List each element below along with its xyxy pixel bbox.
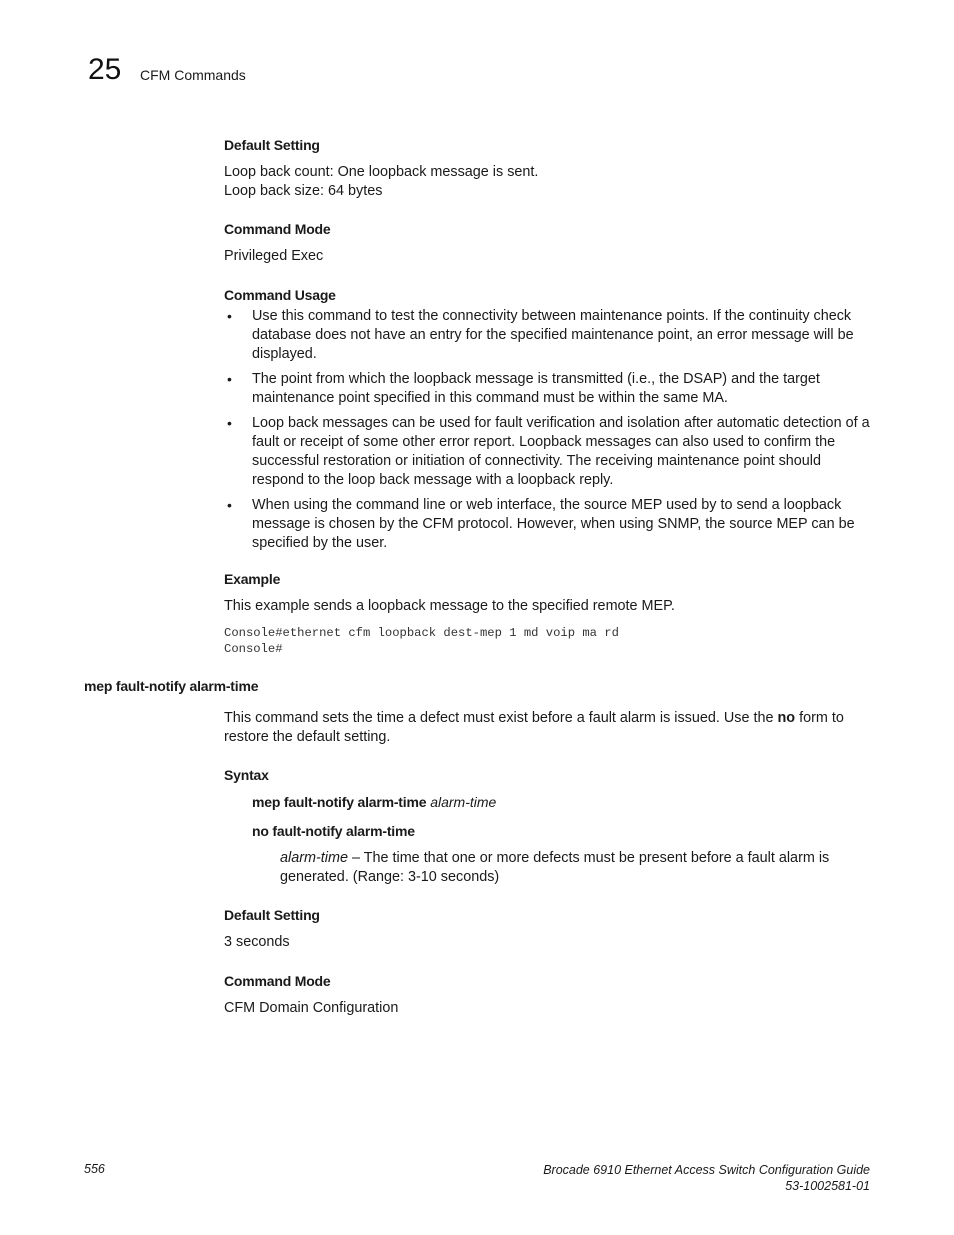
syntax-heading: Syntax: [224, 767, 269, 783]
footer-doc-info: [543, 1162, 870, 1194]
command-mode-value-2: CFM Domain Configuration: [224, 1000, 399, 1016]
list-item: [224, 414, 874, 490]
bullet-text: Use this command to test the connectivity between maintenance points. If the continuity check database does not have an entry for the specified maintenance point, an error message will be displayed.: [252, 308, 854, 362]
syntax-line-2: [252, 822, 415, 840]
page-number: 556: [84, 1162, 105, 1176]
command-usage-list: [224, 307, 874, 559]
bullet-icon: •: [227, 308, 232, 324]
bullet-text: The point from which the loopback message is transmitted (i.e., the DSAP) and the target maintenance point specified in this command must be within the same MA.: [252, 371, 820, 406]
description-text: This command sets the time a defect must exist before a fault alarm is issued. Use the: [224, 710, 778, 726]
no-keyword: no: [777, 710, 796, 726]
parameter-text: – The time that one or more defects must be present before a fault alarm is generated. (Range: 3-10 seconds): [280, 850, 830, 885]
default-setting-value-2: 3 seconds: [224, 934, 290, 950]
footer-doc-number: 53-1002581-01: [785, 1179, 870, 1193]
bullet-icon: •: [227, 371, 232, 387]
default-setting-heading: Default Setting: [224, 137, 320, 153]
example-heading: Example: [224, 571, 281, 587]
default-setting-heading-2: Default Setting: [224, 907, 320, 923]
command-mode-heading: Command Mode: [224, 221, 331, 237]
parameter-description: [280, 849, 874, 887]
default-setting-line-2: Loop back size: 64 bytes: [224, 183, 383, 199]
description-text-end: form to restore the default setting.: [224, 710, 844, 745]
syntax-argument: alarm-time: [430, 794, 497, 810]
chapter-number: 25: [88, 53, 122, 86]
code-line-2: Console#: [224, 642, 283, 656]
example-text: This example sends a loopback message to the specified remote MEP.: [224, 598, 675, 614]
chapter-title: CFM Commands: [140, 67, 246, 83]
bullet-icon: •: [227, 415, 232, 431]
list-item: [224, 307, 874, 364]
command-mode-heading-2: Command Mode: [224, 973, 331, 989]
default-setting-line-1: Loop back count: One loopback message is sent.: [224, 164, 539, 180]
command-mode-value: Privileged Exec: [224, 248, 324, 264]
list-item: [224, 370, 874, 408]
command-usage-heading: Command Usage: [224, 287, 336, 303]
syntax-command: mep fault-notify alarm-time: [252, 794, 427, 810]
bullet-icon: •: [227, 497, 232, 513]
parameter-name: alarm-time: [280, 850, 348, 866]
syntax-no-command: no fault-notify alarm-time: [252, 823, 415, 839]
bullet-text: When using the command line or web interface, the source MEP used by to send a loopback message is chosen by the CFM protocol. However, when using SNMP, the source MEP can be specified by the user.: [252, 497, 855, 551]
bullet-text: Loop back messages can be used for fault verification and isolation after automatic detection of a fault or receipt of some other error report. Loopback messages can also used to confirm the successful restoration or initiation of connectivity. The receiving maintenance point should respond to the loop back message with a loopback reply.: [252, 415, 870, 488]
command-title: mep fault-notify alarm-time: [84, 678, 259, 694]
code-line-1: Console#ethernet cfm loopback dest-mep 1 md voip ma rd: [224, 626, 619, 640]
footer-doc-title: Brocade 6910 Ethernet Access Switch Configuration Guide: [543, 1163, 870, 1177]
list-item: [224, 496, 874, 553]
command-description: [224, 709, 874, 747]
syntax-line-1: [252, 793, 496, 811]
